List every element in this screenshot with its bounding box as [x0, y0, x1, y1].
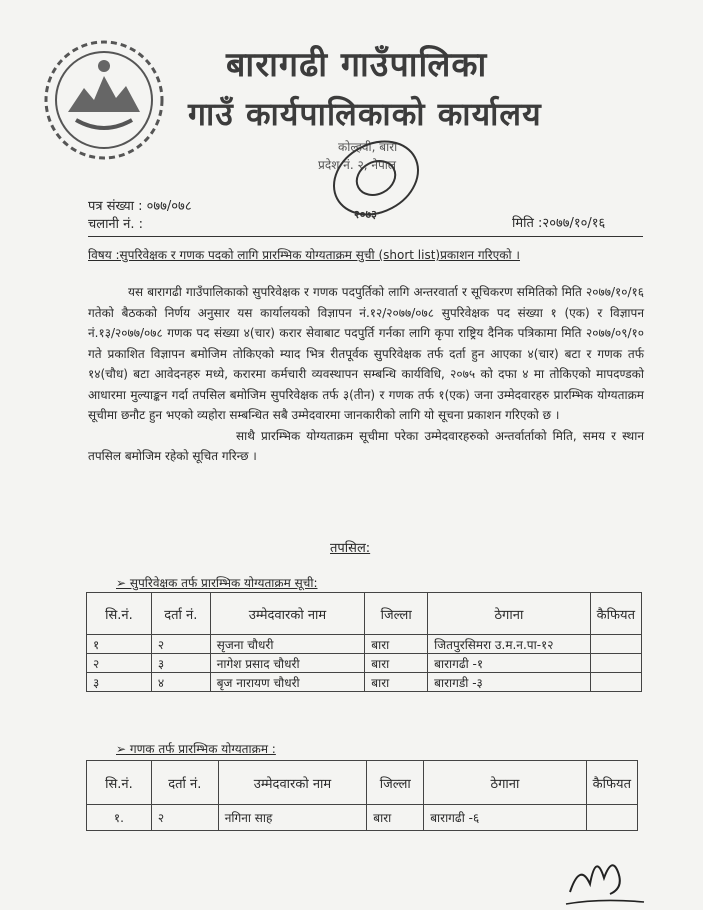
- cell-district: बारा: [365, 635, 428, 654]
- col-district: जिल्ला: [367, 761, 424, 805]
- table-row: [87, 805, 638, 831]
- cell-address: बारागढी -६: [424, 805, 586, 831]
- col-serial: सि.नं.: [87, 761, 152, 805]
- cell-candidate-name: सृजना चौधरी: [210, 635, 365, 654]
- table-header-row: [87, 593, 642, 635]
- col-serial: सि.नं.: [87, 593, 152, 635]
- cell-serial: ३: [87, 673, 152, 692]
- cell-district: बारा: [367, 805, 424, 831]
- cell-remarks: [586, 805, 637, 831]
- cell-registration: २: [151, 635, 210, 654]
- cell-registration: ३: [151, 654, 210, 673]
- stamp-year: २०७३: [354, 208, 377, 221]
- municipality-emblem-logo: [40, 36, 168, 164]
- dispatch-number: चलानी नं. :: [88, 217, 144, 232]
- cell-registration: ४: [151, 673, 210, 692]
- cell-remarks: [590, 654, 641, 673]
- col-address: ठेगाना: [424, 761, 586, 805]
- table-row: [87, 673, 642, 692]
- official-stamp: [320, 128, 432, 228]
- body-paragraph-2: साथै प्रारम्भिक योग्यताक्रम सूचीमा परेका उम्मेदवारहरुको अन्तर्वार्ताको मिति, समय र स्थान तपसिल बमोजिम रहेको सूचित गरिन्छ ।: [88, 428, 644, 463]
- col-remarks: कैफियत: [590, 593, 641, 635]
- municipality-name: बारागढी गाउँपालिका: [226, 45, 488, 85]
- cell-candidate-name: बृज नारायण चौधरी: [210, 673, 365, 692]
- cell-registration: २: [151, 805, 218, 831]
- cell-address: जितपुरसिमरा उ.म.न.पा-१२: [428, 635, 591, 654]
- header-divider: [88, 236, 643, 237]
- cell-candidate-name: नगिना साह: [218, 805, 367, 831]
- body-paragraph-1: यस बारागढी गाउँपालिकाको सुपरिवेक्षक र गणक पदपुर्तिको लागि अन्तरवार्ता र सूचिकरण समितिको मिति २०७७/१०/१६ गतेको बैठकको निर्णय अनुसार यस कार्यालयको विज्ञापन नं.१२/२०७७/०७८ सुपरिवेक्षक पद संख्या १ (एक) र विज्ञापन नं.१३/२०७७/०७८ गणक पद संख्या ४(चार) करार सेवाबाट पदपुर्ति गर्नका लागि कृपा राष्ट्रिय दैनिक पत्रिकामा मिति २०७७/०९/१० गते प्रकाशित विज्ञापन बमोजिम तोकिएको म्याद भित्र रीतपूर्वक सुपरिवेक्षक तर्फ दर्ता हुन आएका ४(चार) बटा र गणक तर्फ १४(चौध) बटा आवेदनहरु मध्ये, करारमा कर्मचारी व्यवस्थापन सम्बन्धि कार्यविधि, २०७५ को दफा ४ मा तोकिएको मापदण्डको आधारमा मुल्याङ्कन गर्दा तपसिल बमोजिम सुपरिवेक्षक तर्फ ३(तीन) र गणक तर्फ १(एक) जना उम्मेदवारहरु प्रारम्भिक योग्यताक्रम सूचीमा छनौट हुन भएको व्यहोरा सम्बन्धित सबै उम्मेदवारमा जानकारीको लागि यो सूचना प्रकाशन गरिएको छ ।: [88, 285, 644, 422]
- enumerator-section-heading: ➢ गणक तर्फ प्रारम्भिक योग्यताक्रम :: [116, 742, 276, 756]
- col-district: जिल्ला: [365, 593, 428, 635]
- letter-subject: विषय :सुपरिवेक्षक र गणक पदको लागि प्रारम्भिक योग्यताक्रम सुची (short list)प्रकाशन गरिएको ।: [88, 248, 520, 262]
- supervisor-shortlist-table: [86, 592, 642, 692]
- office-name: गाउँ कार्यपालिकाको कार्यालय: [188, 95, 542, 133]
- supervisor-section-heading: ➢ सुपरिवेक्षक तर्फ प्रारम्भिक योग्यताक्रम सूची:: [116, 576, 318, 590]
- col-registration: दर्ता नं.: [151, 593, 210, 635]
- details-label: तपसिल:: [330, 541, 371, 556]
- cell-district: बारा: [365, 673, 428, 692]
- cell-address: बारागडी -३: [428, 673, 591, 692]
- cell-candidate-name: नागेश प्रसाद चौधरी: [210, 654, 365, 673]
- col-remarks: कैफियत: [586, 761, 637, 805]
- cell-serial: २: [87, 654, 152, 673]
- letter-date: मिति :२०७७/१०/१६: [512, 216, 606, 231]
- office-province: प्रदेश नं. २, नेपाल: [318, 158, 397, 172]
- cell-address: बारागढी -१: [428, 654, 591, 673]
- col-candidate-name: उम्मेदवारको नाम: [218, 761, 367, 805]
- cell-serial: १.: [87, 805, 152, 831]
- cell-remarks: [590, 635, 641, 654]
- col-candidate-name: उम्मेदवारको नाम: [210, 593, 365, 635]
- letter-reference-number: पत्र संख्या : ०७७/०७८: [88, 199, 192, 214]
- handwritten-signature: [560, 842, 650, 910]
- col-address: ठेगाना: [428, 593, 591, 635]
- table-header-row: [87, 761, 638, 805]
- cell-district: बारा: [365, 654, 428, 673]
- letter-body: [88, 282, 644, 467]
- cell-serial: १: [87, 635, 152, 654]
- office-address: कोल्हवी, बारा: [338, 140, 398, 154]
- table-row: [87, 635, 642, 654]
- table-row: [87, 654, 642, 673]
- col-registration: दर्ता नं.: [151, 761, 218, 805]
- enumerator-shortlist-table: [86, 760, 638, 831]
- cell-remarks: [590, 673, 641, 692]
